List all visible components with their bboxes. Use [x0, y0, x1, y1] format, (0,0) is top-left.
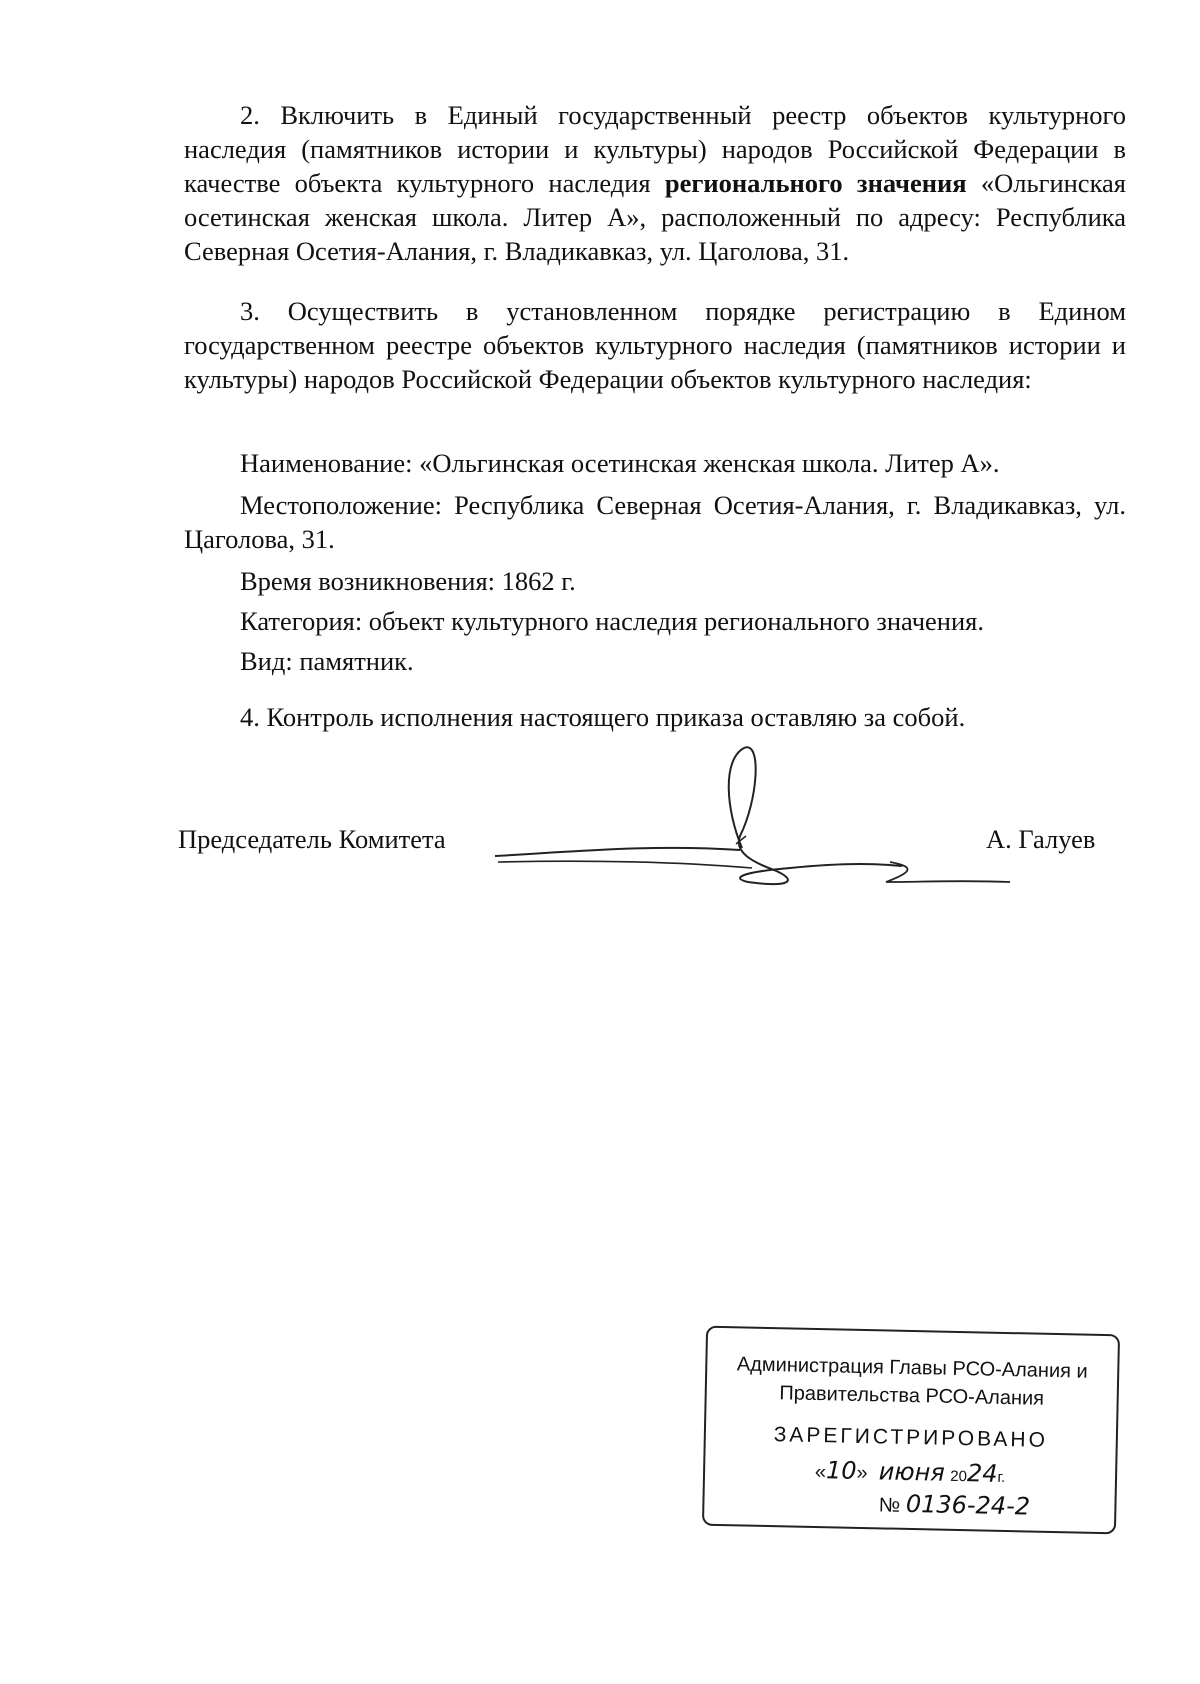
field-type: Вид: памятник. — [240, 646, 414, 676]
stamp-year: 24 — [966, 1459, 998, 1488]
paragraph-3: 3. Осуществить в установленном порядке регистрацию в Едином государственном реестре объектов культурного наследия (памятников истории и культуры) народов Российской Федерации объектов культурного наследия: — [184, 296, 1126, 394]
stamp-year-prefix: 20 — [950, 1467, 968, 1486]
field-name: Наименование: «Ольгинская осетинская женская школа. Литер А». — [240, 448, 1000, 478]
paragraph-2-text-end: «Ольгинская осетинская женская школа. Литер А», расположенный по адресу: Республика Северная Осетия-Алания, г. Владикавказ, ул. Цаголова, 31. — [184, 168, 1126, 266]
stamp-year-suffix: г. — [997, 1468, 1006, 1486]
stamp-month: июня — [878, 1457, 946, 1487]
stamp-line-1: Администрация Главы РСО-Алания и — [736, 1353, 1088, 1383]
stamp-line-2: Правительства РСО-Алания — [779, 1382, 1045, 1410]
stamp-date: «10» июня 2024г. — [814, 1456, 1006, 1488]
paragraph-2 — [184, 98, 1126, 268]
stamp-number: 0136-24-2 — [905, 1489, 1031, 1521]
paragraph-2-bold-text: регионального значения — [664, 168, 967, 198]
stamp-number-row — [704, 1488, 1114, 1523]
stamp-registered: ЗАРЕГИСТРИРОВАНО — [773, 1423, 1049, 1452]
field-time: Время возникновения: 1862 г. — [240, 566, 576, 596]
paragraph-2-text-start: 2. Включить в Единый государственный реестр объектов культурного наследия (памятников истории и культуры) народов Российской Федерации в качестве объекта культурного наследия — [184, 100, 1126, 198]
signatory-position: Председатель Комитета — [178, 824, 446, 854]
stamp-number-label: № — [878, 1494, 901, 1517]
signatory-name: А. Галуев — [986, 824, 1096, 854]
field-location: Местоположение: Республика Северная Осетия-Алания, г. Владикавказ, ул. Цаголова, 31. — [184, 490, 1126, 554]
handwritten-signature — [490, 740, 1090, 900]
field-category: Категория: объект культурного наследия регионального значения. — [240, 606, 984, 636]
stamp-day: 10 — [825, 1456, 857, 1485]
registration-stamp — [702, 1326, 1120, 1535]
paragraph-4: 4. Контроль исполнения настоящего приказа оставляю за собой. — [240, 702, 966, 732]
